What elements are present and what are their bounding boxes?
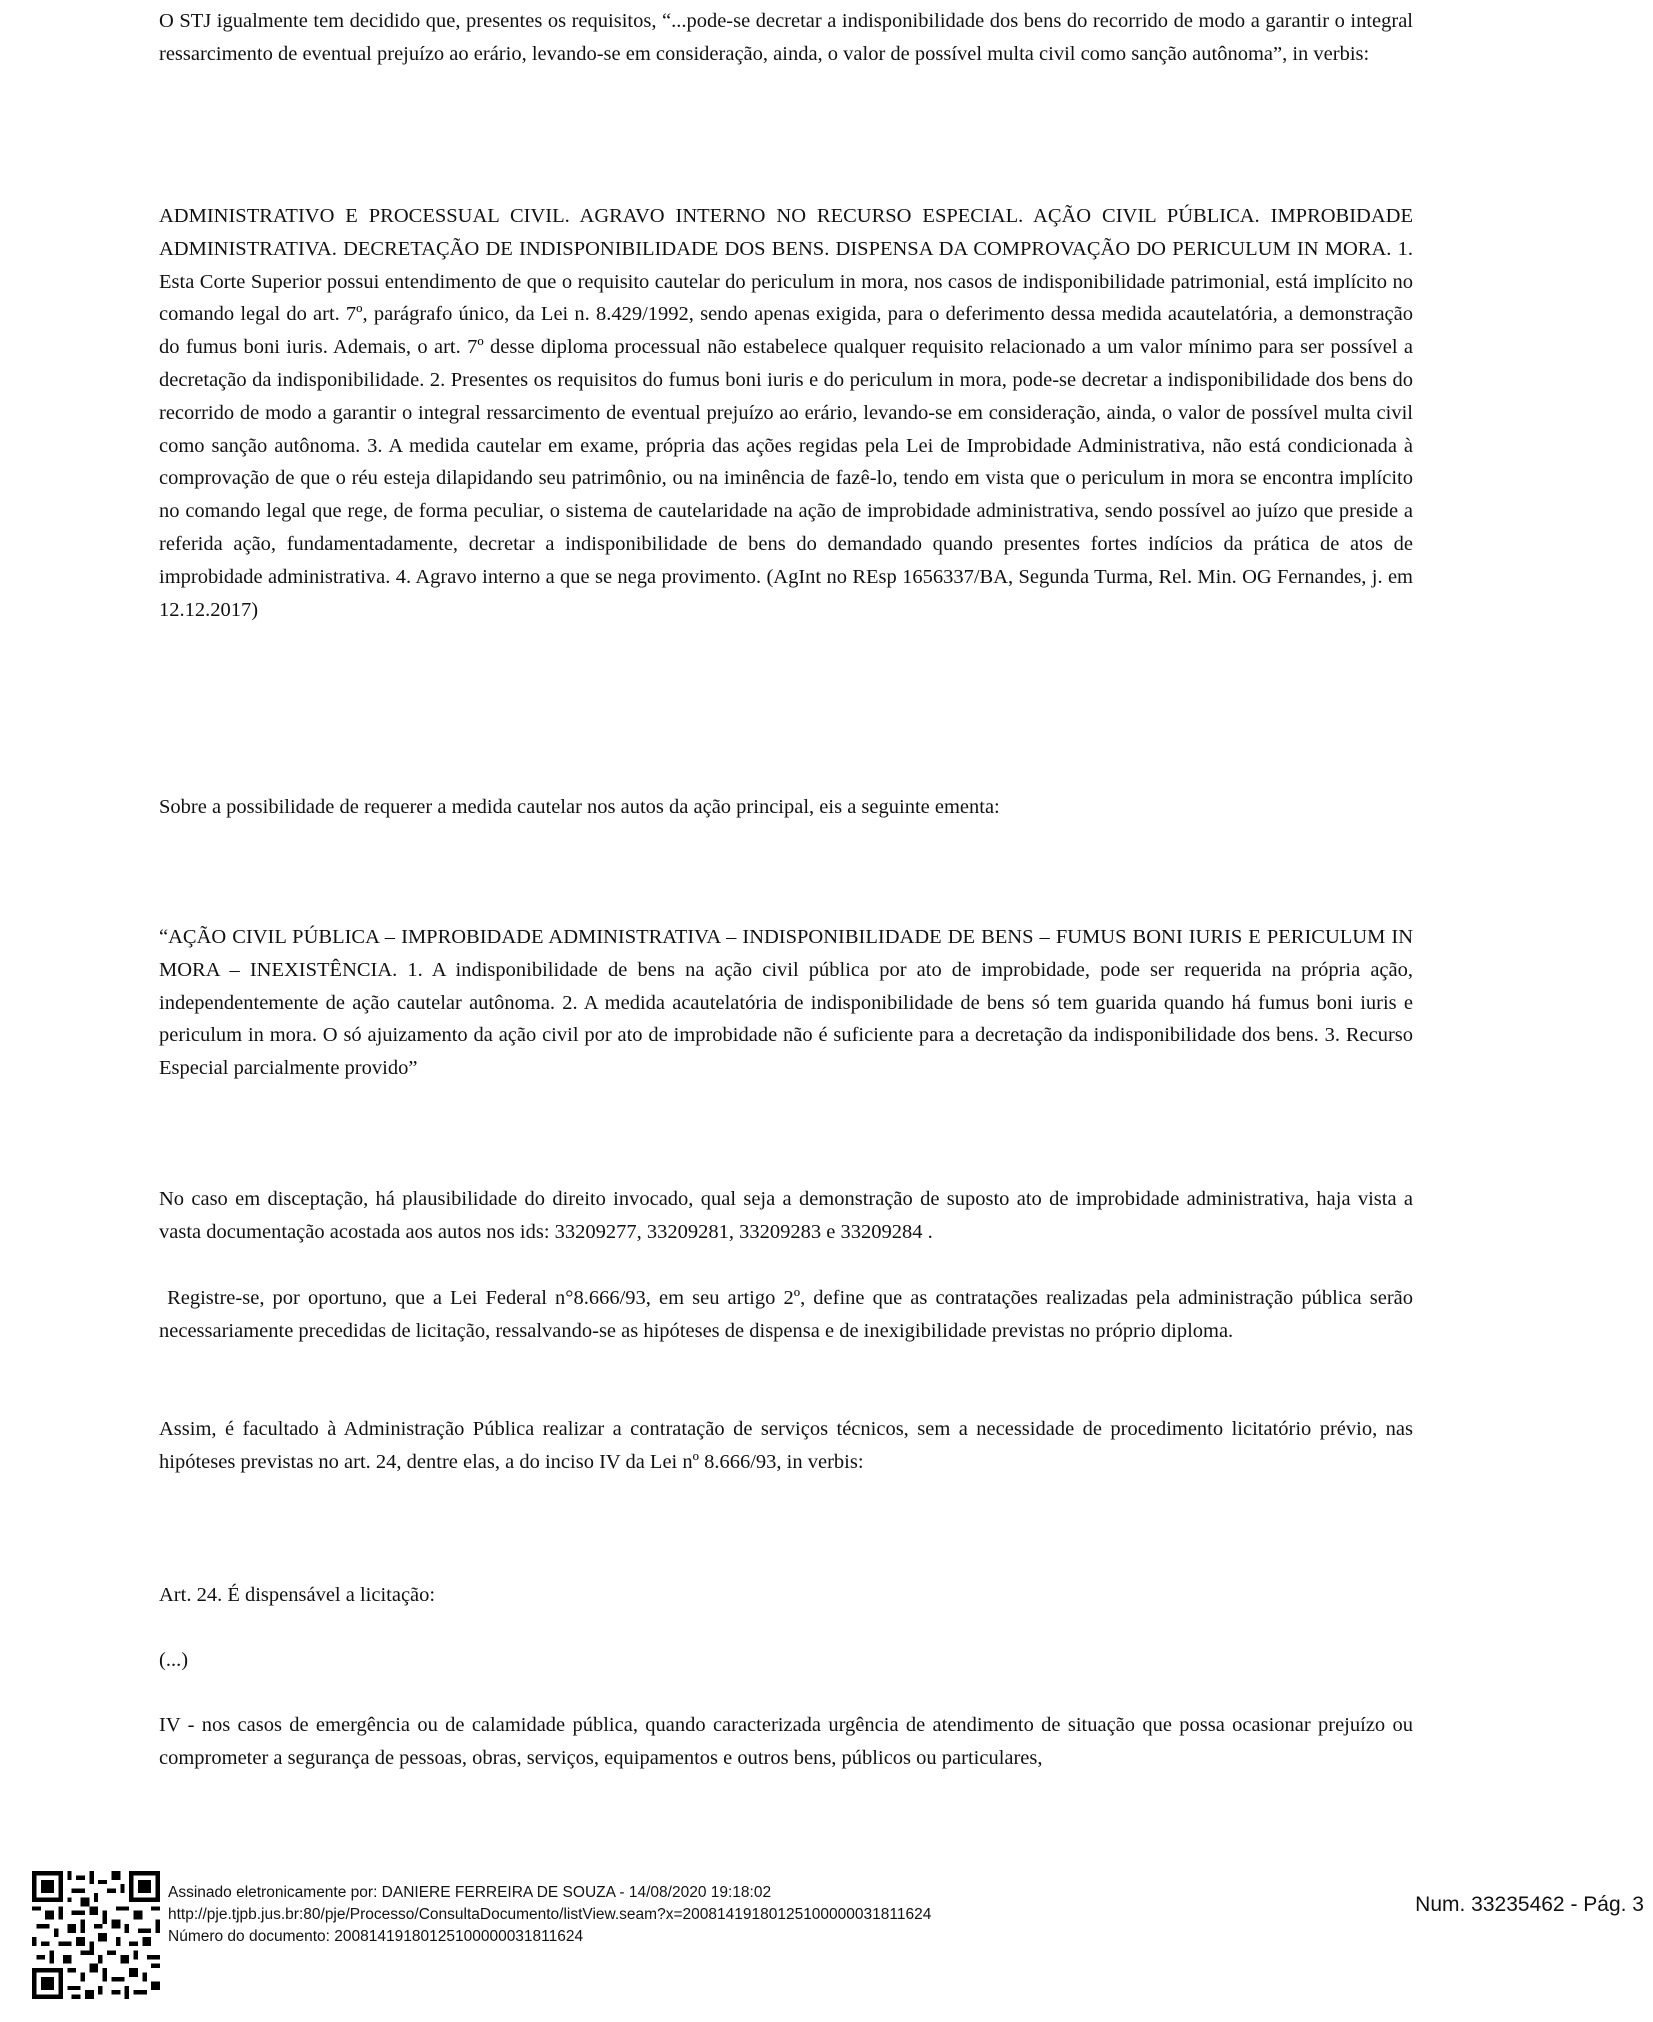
document-number: Número do documento: 20081419180125100000031811624 — [168, 1928, 584, 1945]
quote-agint-resp: ADMINISTRATIVO E PROCESSUAL CIVIL. AGRAVO INTERNO NO RECURSO ESPECIAL. AÇÃO CIVIL PÚBLICA. IMPROBIDADE ADMINISTRATIVA. DECRETAÇÃO DE INDISPONIBILIDADE DOS BENS. DISPENSA DA COMPROVAÇÃO DO PERICULUM IN MORA. 1. Esta Corte Superior possui entendimento de que o requisito cautelar do periculum in mora, nos casos de indisponibilidade patrimonial, está implícito no comando legal do art. 7º, parágrafo único, da Lei n. 8.429/1992, sendo apenas exigida, para o deferimento dessa medida acautelatória, a demonstração do fumus boni iuris. Ademais, o art. 7º desse diploma processual não estabelece qualquer requisito relacionado a um valor mínimo para ser possível a decretação da indisponibilidade. 2. Presentes os requisitos do fumus boni iuris e do periculum in mora, pode-se decretar a indisponibilidade dos bens do recorrido de modo a garantir o integral ressarcimento de eventual prejuízo ao erário, levando-se em consideração, ainda, o valor de possível multa civil como sanção autônoma. 3. A medida cautelar em exame, própria das ações regidas pela Lei de Improbidade Administrativa, não está condicionada à comprovação de que o réu esteja dilapidando seu patrimônio, ou na iminência de fazê-lo, tendo em vista que o periculum in mora se encontra implícito no comando legal que rege, de forma peculiar, o sistema de cautelaridade na ação de improbidade administrativa, sendo possível ao juízo que preside a referida ação, fundamentadamente, decretar a indisponibilidade de bens do demandado quando presentes fortes indícios da prática de atos de improbidade administrativa. 4. Agravo interno a que se nega provimento. (AgInt no REsp 1656337/BA, Segunda Turma, Rel. Min. OG Fernandes, j. em 12.12.2017) — [159, 205, 1413, 621]
paragraph-inciso-iv: IV - nos casos de emergência ou de calamidade pública, quando caracterizada urgência de atendimento de situação que possa ocasionar prejuízo ou comprometer a segurança de pessoas, obras, serviços, equipamentos e outros bens, públicos ou particulares, — [159, 1714, 1413, 1769]
signature-footer — [168, 1882, 931, 1948]
paragraph-art24: Art. 24. É dispensável a licitação: — [159, 1584, 436, 1606]
paragraph-ellipsis: (...) — [159, 1649, 189, 1671]
quote-ementa: “AÇÃO CIVIL PÚBLICA – IMPROBIDADE ADMINISTRATIVA – INDISPONIBILIDADE DE BENS – FUMUS BONI IURIS E PERICULUM IN MORA – INEXISTÊNCIA. 1. A indisponibilidade de bens na ação civil pública por ato de improbidade, pode ser requerida na própria ação, independentemente de ação cautelar autônoma. 2. A medida acautelatória de indisponibilidade de bens só tem guarida quando há fumus boni iuris e periculum in mora. O só ajuizamento da ação civil por ato de improbidade não é suficiente para a decretação da indisponibilidade dos bens. 3. Recurso Especial parcialmente provido” — [159, 926, 1413, 1080]
document-url-link[interactable]: http://pje.tjpb.jus.br:80/pje/Processo/ConsultaDocumento/listView.seam?x=20081419180125100000031811624 — [168, 1906, 932, 1923]
paragraph-possibilidade: Sobre a possibilidade de requerer a medida cautelar nos autos da ação principal, eis a seguinte ementa: — [159, 796, 1000, 818]
page-number: Num. 33235462 - Pág. 3 — [1415, 1893, 1644, 1916]
paragraph-caso: No caso em disceptação, há plausibilidade do direito invocado, qual seja a demonstração de suposto ato de improbidade administrativa, haja vista a vasta documentação acostada aos autos nos ids: 33209277, 33209281, 33209283 e 33209284 . — [159, 1188, 1413, 1243]
signature-line: Assinado eletronicamente por: DANIERE FERREIRA DE SOUZA - 14/08/2020 19:18:02 — [168, 1884, 772, 1901]
paragraph-registre-se: Registre-se, por oportuno, que a Lei Federal n°8.666/93, em seu artigo 2º, define que as contratações realizadas pela administração pública serão necessariamente precedidas de licitação, ressalvando-se as hipóteses de dispensa e de inexigibilidade previstas no próprio diploma. — [159, 1287, 1419, 1342]
paragraph-assim: Assim, é facultado à Administração Pública realizar a contratação de serviços técnicos, sem a necessidade de procedimento licitatório prévio, nas hipóteses previstas no art. 24, dentre elas, a do inciso IV da Lei nº 8.666/93, in verbis: — [159, 1418, 1413, 1473]
paragraph-stj-intro: O STJ igualmente tem decidido que, presentes os requisitos, “...pode-se decretar a indisponibilidade dos bens do recorrido de modo a garantir o integral ressarcimento de eventual prejuízo ao erário, levando-se em consideração, ainda, o valor de possível multa civil como sanção autônoma”, in verbis: — [159, 10, 1413, 65]
qr-code-icon — [32, 1871, 160, 1999]
